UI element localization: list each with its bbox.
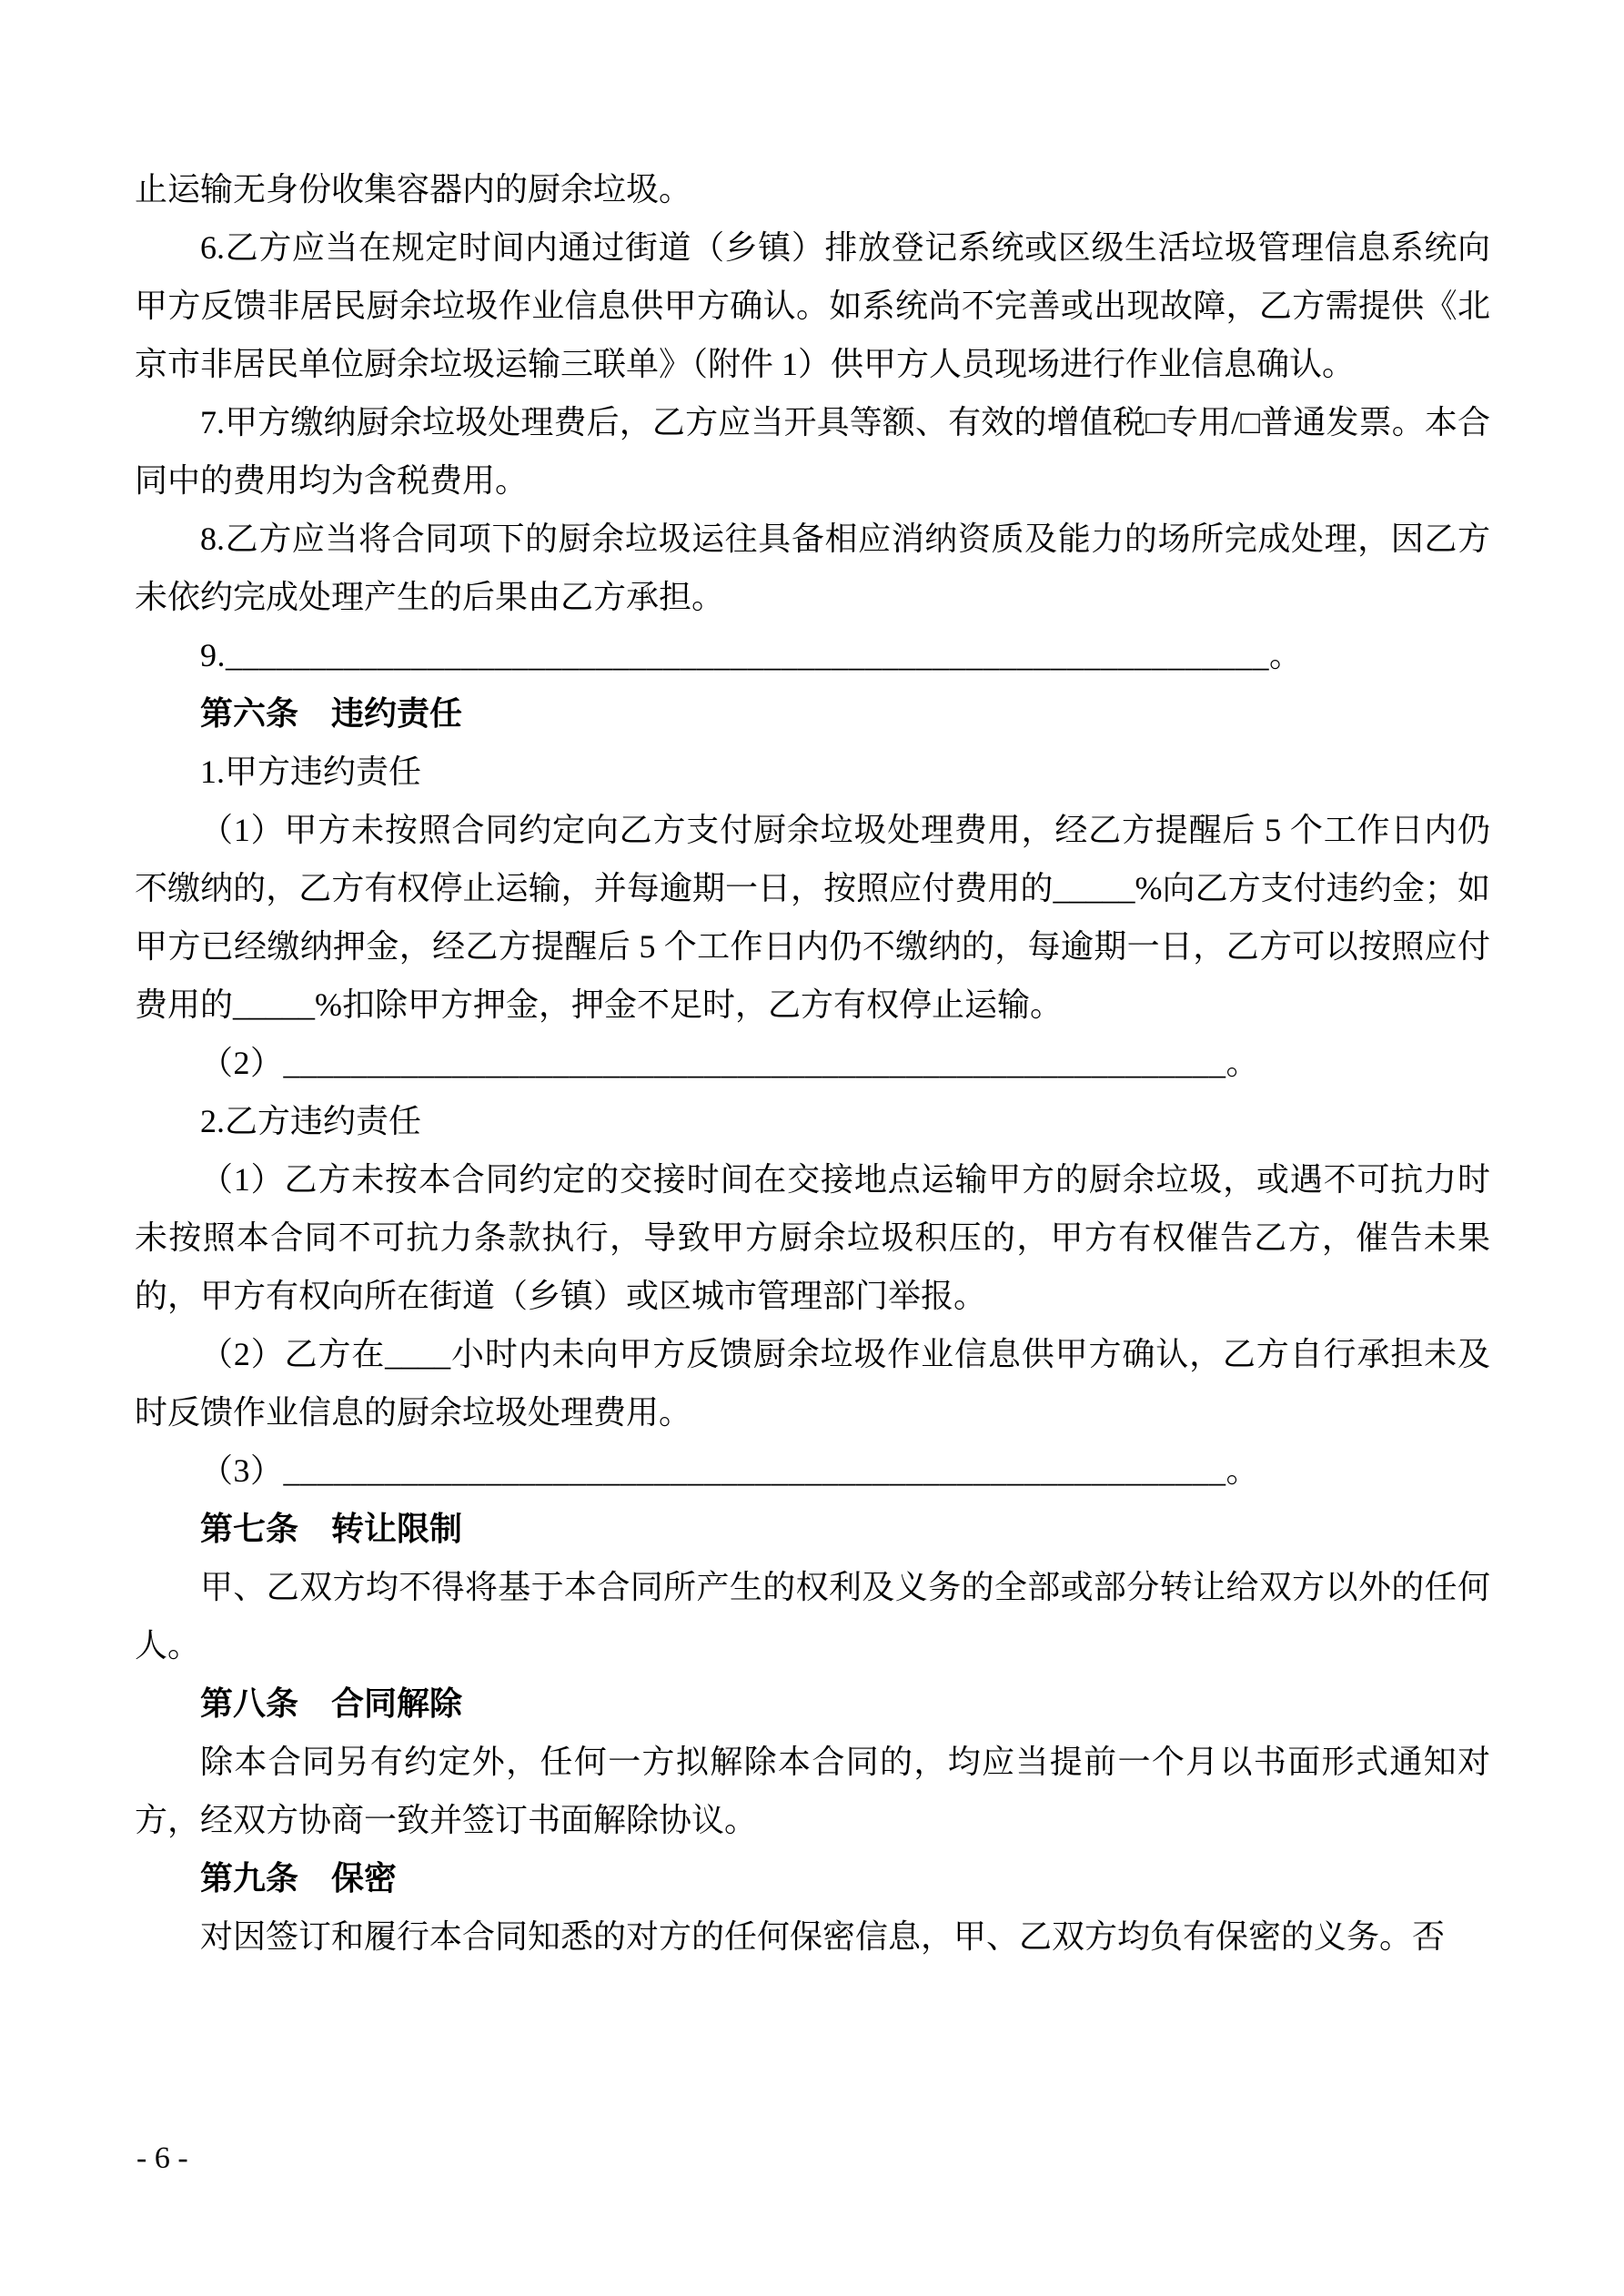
section-heading-article-6: 第六条 违约责任 (200, 694, 463, 732)
clause-item-7: 7.甲方缴纳厨余垃圾处理费后，乙方应当开具等额、有效的增值税□专用/□普通发票。本合同中的费用均为含税费用。 (135, 404, 1490, 499)
page-number: - 6 - (136, 2141, 188, 2175)
section-heading-article-8: 第八条 合同解除 (200, 1684, 463, 1722)
section-heading-article-9: 第九条 保密 (200, 1859, 398, 1896)
article-6-item-2-title: 2.乙方违约责任 (200, 1103, 422, 1139)
article-6-item-2-sub-1: （1）乙方未按本合同约定的交接时间在交接地点运输甲方的厨余垃圾，或遇不可抗力时未按照本合同不可抗力条款执行，导致甲方厨余垃圾积压的，甲方有权催告乙方，催告未果的，甲方有权向所在街道（乡镇）或区城市管理部门举报。 (135, 1161, 1490, 1314)
article-6-item-1-sub-2-blank: （2）________________________________________________________。 (200, 1045, 1259, 1081)
section-heading-article-7: 第七条 转让限制 (200, 1510, 463, 1547)
paragraph-continuation: 止运输无身份收集容器内的厨余垃圾。 (135, 171, 692, 207)
article-6-item-1-title: 1.甲方违约责任 (200, 754, 422, 790)
article-6-item-2-sub-3-blank: （3）________________________________________________________。 (200, 1452, 1259, 1489)
article-9-body: 对因签订和履行本合同知悉的对方的任何保密信息，甲、乙双方均负有保密的义务。否 (200, 1918, 1446, 1955)
article-6-item-1-sub-1: （1）甲方未按照合同约定向乙方支付厨余垃圾处理费用，经乙方提醒后 5 个工作日内仍不缴纳的，乙方有权停止运输，并每逾期一日，按照应付费用的_____%向乙方支付违约金；如甲方已经缴纳押金，经乙方提醒后 5 个工作日内仍不缴纳的，每逾期一日，乙方可以按照应付费用的_____%扣除甲方押金，押金不足时，乙方有权停止运输。 (135, 812, 1490, 1023)
contract-body (135, 160, 1490, 1966)
article-7-body: 甲、乙双方均不得将基于本合同所产生的权利及义务的全部或部分转让给双方以外的任何人。 (135, 1569, 1490, 1664)
article-8-body: 除本合同另有约定外，任何一方拟解除本合同的，均应当提前一个月以书面形式通知对方，经双方协商一致并签订书面解除协议。 (135, 1744, 1490, 1838)
clause-item-9-blank: 9.______________________________________________________________。 (200, 637, 1303, 673)
clause-item-6: 6.乙方应当在规定时间内通过街道（乡镇）排放登记系统或区级生活垃圾管理信息系统向甲方反馈非居民厨余垃圾作业信息供甲方确认。如系统尚不完善或出现故障，乙方需提供《北京市非居民单位厨余垃圾运输三联单》（附件 1）供甲方人员现场进行作业信息确认。 (135, 229, 1490, 382)
clause-item-8: 8.乙方应当将合同项下的厨余垃圾运往具备相应消纳资质及能力的场所完成处理，因乙方未依约完成处理产生的后果由乙方承担。 (135, 521, 1490, 615)
article-6-item-2-sub-2: （2）乙方在____小时内未向甲方反馈厨余垃圾作业信息供甲方确认，乙方自行承担未及时反馈作业信息的厨余垃圾处理费用。 (135, 1336, 1490, 1431)
